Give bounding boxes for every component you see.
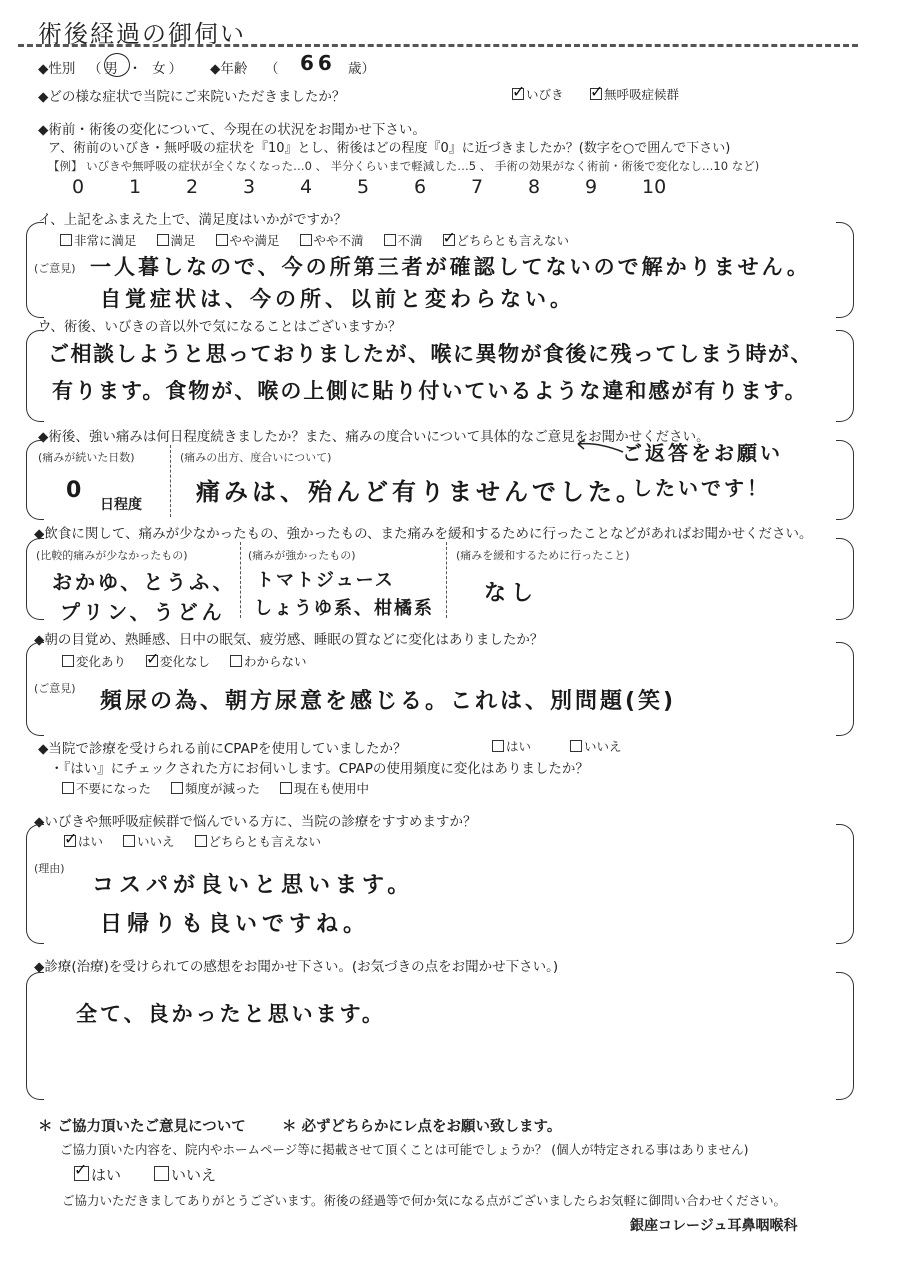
apnea-checkbox[interactable] (590, 88, 602, 100)
morning-option-unknown[interactable] (230, 654, 307, 669)
concern-question: ウ、術後、いびきの音以外で気になることはございますか？ (38, 319, 402, 335)
option-label: 非常に満足 (74, 233, 137, 248)
satisfaction-answer-line1[interactable]: 一人暮しなので、今の所第三者が確認してないので解かりません。 (90, 255, 811, 279)
satisfaction-option-dissatisfied[interactable] (384, 233, 423, 248)
cpap-option-no[interactable] (570, 737, 622, 755)
satisfaction-options (60, 231, 569, 249)
recommend-option-yes[interactable] (64, 834, 103, 849)
morning-question: ◆朝の目覚め、熟睡感、日中の眠気、疲労感、睡眠の質などに変化はありましたか？ (34, 632, 544, 648)
cpap-sub-option-still-using[interactable] (280, 781, 369, 796)
recommend-options (64, 832, 321, 850)
checkbox[interactable] (64, 835, 76, 847)
recommend-option-no[interactable] (123, 834, 175, 849)
impression-question: ◆診療(治療)を受けられての感想をお聞かせ下さい。(お気づきの点をお聞かせ下さい。) (34, 959, 559, 975)
satisfaction-bracket-right (836, 222, 854, 318)
checkbox[interactable] (62, 655, 74, 667)
pain-note-arrow (568, 434, 628, 464)
option-label: 変化なし (160, 654, 211, 669)
option-label: いいえ (137, 834, 175, 849)
sex-label: ◆性別 (38, 61, 76, 77)
satisfaction-answer-line2[interactable]: 自覚症状は、今の所、以前と変わらない。 (100, 287, 575, 311)
checkbox[interactable] (123, 835, 135, 847)
morning-bracket-right (836, 642, 854, 736)
scale-8[interactable]: 8 (528, 176, 541, 198)
impression-answer[interactable]: 全て、良かったと思います。 (76, 1002, 386, 1026)
scale-0[interactable]: 0 (72, 176, 85, 198)
scale-3[interactable]: 3 (243, 176, 256, 198)
checkbox[interactable] (157, 234, 169, 246)
cpap-option-yes[interactable] (492, 737, 531, 755)
recommend-reason-label: (理由) (34, 862, 65, 875)
checkbox[interactable] (62, 782, 74, 794)
footer-thanks: ご協力いただきましてありがとうございます。術後の経過等で何か気になる点がございましたらお気軽に御問い合わせください。 (62, 1193, 787, 1208)
option-label: はい (78, 834, 104, 849)
food-divider-2 (446, 542, 447, 618)
cpap-sub-option-reduced[interactable] (171, 781, 260, 796)
morning-opinion-label: (ご意見) (34, 682, 76, 695)
scale-6[interactable]: 6 (414, 176, 427, 198)
sex-selected-circle (104, 53, 130, 77)
option-label: 変化あり (76, 654, 127, 669)
food-bracket-right (836, 538, 854, 620)
option-label: 満足 (170, 233, 196, 248)
impression-bracket-left (26, 972, 44, 1100)
pain-days-label: (痛みが続いた日数) (38, 451, 135, 464)
pain-days-unit: 日程度 (100, 497, 142, 513)
checkbox[interactable] (384, 234, 396, 246)
satisfaction-opinion-label: (ご意見) (34, 262, 76, 275)
recommend-question: ◆いびきや無呼吸症候群で悩んでいる方に、当院の診療をすすめますか？ (34, 814, 477, 830)
age-value[interactable]: 66 (300, 51, 336, 75)
apnea-label: 無呼吸症候群 (604, 87, 680, 102)
pain-answer[interactable]: 痛みは、殆んど有りませんでした。 (196, 478, 644, 506)
concern-answer-line1[interactable]: ご相談しようと思っておりましたが、喉に異物が食後に残ってしまう時が、 (48, 342, 813, 366)
checkbox[interactable] (74, 1166, 89, 1181)
option-label: どちらとも言えない (208, 834, 322, 849)
option-label: 不要になった (76, 781, 152, 796)
option-label: はい (506, 739, 532, 754)
morning-option-changed[interactable] (62, 654, 126, 669)
satisfaction-option-satisfied[interactable] (157, 233, 196, 248)
satisfaction-option-somewhat-dissatisfied[interactable] (300, 233, 364, 248)
food-col1-label: (比較的痛みが少なかったもの) (36, 549, 188, 562)
food-col2-line1[interactable]: トマトジュース (256, 570, 395, 591)
scale-10[interactable]: 10 (642, 176, 667, 198)
concern-bracket-right (836, 330, 854, 422)
change-sub-a: ア、術前のいびき・無呼吸の症状を『10』とし、術後はどの程度『0』に近づきましたか？(数字を○で囲んで下さい) (48, 141, 731, 156)
footer-option-yes[interactable] (74, 1164, 121, 1185)
footer-publish-question: ご協力頂いた内容を、院内やホームページ等に掲載させて頂くことは可能でしょうか？ (個人が特定される事はありません) (60, 1142, 749, 1157)
sex-options[interactable]: （男 ・ 女） (88, 61, 186, 77)
change-question: ◆術前・術後の変化について、今現在の状況をお聞かせ下さい。 (38, 122, 426, 138)
checkbox[interactable] (60, 234, 72, 246)
scale-7[interactable]: 7 (471, 176, 484, 198)
title-rule (18, 44, 858, 47)
option-label: いいえ (171, 1166, 217, 1184)
scale-9[interactable]: 9 (585, 176, 598, 198)
option-label: 頻度が減った (185, 781, 261, 796)
recommend-bracket-left (26, 824, 44, 944)
age-open: （ (265, 61, 279, 77)
pain-question: ◆術後、強い痛みは何日程度続きましたか？また、痛みの度合いについて具体的なご意見をお聞かせください。 (38, 429, 710, 445)
checkbox[interactable] (230, 655, 242, 667)
option-label: わからない (244, 654, 307, 669)
snoring-checkbox[interactable] (512, 88, 524, 100)
snoring-label: いびき (526, 87, 564, 102)
food-col2-line2[interactable]: しょうゆ系、柑橘系 (254, 598, 434, 619)
checkbox[interactable] (492, 740, 504, 752)
cpap-sub-options (62, 779, 369, 797)
concern-bracket-left (26, 330, 44, 422)
checkbox[interactable] (171, 782, 183, 794)
symptom-option-apnea[interactable] (590, 85, 679, 103)
option-label: いいえ (584, 739, 622, 754)
recommend-option-neutral[interactable] (195, 834, 322, 849)
food-col1-line1[interactable]: おかゆ、とうふ、 (52, 570, 236, 594)
checkbox[interactable] (216, 234, 228, 246)
option-label: 現在も使用中 (294, 781, 370, 796)
change-example: 【例】 いびきや無呼吸の症状が全くなくなった…0 、 半分くらいまで軽減した…5 、 手術の効果がなく術前・術後で変化なし…10 など) (48, 159, 760, 173)
checkbox[interactable] (280, 782, 292, 794)
satisfaction-option-very-satisfied[interactable] (60, 233, 137, 248)
checkbox[interactable] (570, 740, 582, 752)
pain-detail-label: (痛みの出方、度合いについて) (180, 451, 332, 464)
option-label: どちらとも言えない (456, 233, 570, 248)
scale-5[interactable]: 5 (357, 176, 370, 198)
food-col3-label: (痛みを緩和するために行ったこと) (456, 549, 630, 562)
page-title: 術後経過の御伺い (38, 20, 246, 48)
cpap-sub-option-unneeded[interactable] (62, 781, 151, 796)
food-question: ◆飲食に関して、痛みが少なかったもの、強かったもの、また痛みを緩和するために行ったことなどがあればお聞かせください。 (34, 526, 813, 542)
footer-clinic-name: 銀座コレージュ耳鼻咽喉科 (630, 1218, 798, 1234)
scale-4[interactable]: 4 (300, 176, 313, 198)
food-col2-label: (痛みが強かったもの) (248, 549, 356, 562)
footer-option-no[interactable] (154, 1164, 216, 1185)
symptom-question: ◆どの様な症状で当院にご来院いただきましたか？ (38, 89, 346, 105)
change-scale (72, 176, 699, 198)
recommend-bracket-right (836, 824, 854, 944)
checkbox[interactable] (300, 234, 312, 246)
morning-option-unchanged[interactable] (146, 654, 210, 669)
symptom-option-snoring[interactable] (512, 85, 564, 103)
morning-answer[interactable]: 頻尿の為、朝方尿意を感じる。これは、別問題(笑) (100, 689, 677, 714)
satisfaction-question: イ、上記をふまえた上で、満足度はいかがですか？ (38, 212, 348, 228)
pain-days-value[interactable]: 0 (66, 478, 87, 503)
footer-required: ＊ 必ずどちらかにレ点をお願い致します。 (282, 1119, 562, 1135)
pain-note-line2: したいです！ (632, 476, 770, 500)
option-label: やや満足 (229, 233, 280, 248)
morning-options (62, 652, 307, 670)
food-col1-line2[interactable]: プリン、うどん (60, 600, 226, 624)
checkbox[interactable] (195, 835, 207, 847)
pain-divider (170, 445, 171, 517)
food-col3-answer[interactable]: なし (484, 581, 539, 606)
impression-bracket-right (836, 972, 854, 1100)
checkbox[interactable] (154, 1166, 169, 1181)
scale-2[interactable]: 2 (186, 176, 199, 198)
cpap-sub-question: ・『はい』にチェックされた方にお伺いします。CPAPの使用頻度に変化はありましたか？ (50, 761, 589, 777)
scale-1[interactable]: 1 (129, 176, 142, 198)
recommend-answer-line1[interactable]: コスパが良いと思います。 (92, 873, 415, 898)
checkbox[interactable] (146, 655, 158, 667)
option-label: やや不満 (313, 233, 364, 248)
recommend-answer-line2[interactable]: 日帰りも良いですね。 (100, 912, 371, 937)
age-unit: 歳） (348, 61, 375, 77)
pain-note-line1: ご返答をお願い (622, 441, 783, 465)
cpap-question: ◆当院で診療を受けられる前にCPAPを使用していましたか？ (38, 741, 407, 757)
food-divider-1 (240, 542, 241, 618)
concern-answer-line2[interactable]: 有ります。食物が、喉の上側に貼り付いているような違和感が有ります。 (52, 379, 808, 403)
satisfaction-option-somewhat-satisfied[interactable] (216, 233, 280, 248)
checkbox[interactable] (443, 234, 455, 246)
age-label: ◆年齢 (210, 61, 248, 77)
footer-cooperation: ＊ ご協力頂いたご意見について (38, 1119, 246, 1135)
option-label: はい (91, 1166, 122, 1184)
option-label: 不満 (397, 233, 423, 248)
satisfaction-option-neutral[interactable] (443, 233, 570, 248)
pain-bracket-right (836, 440, 854, 520)
